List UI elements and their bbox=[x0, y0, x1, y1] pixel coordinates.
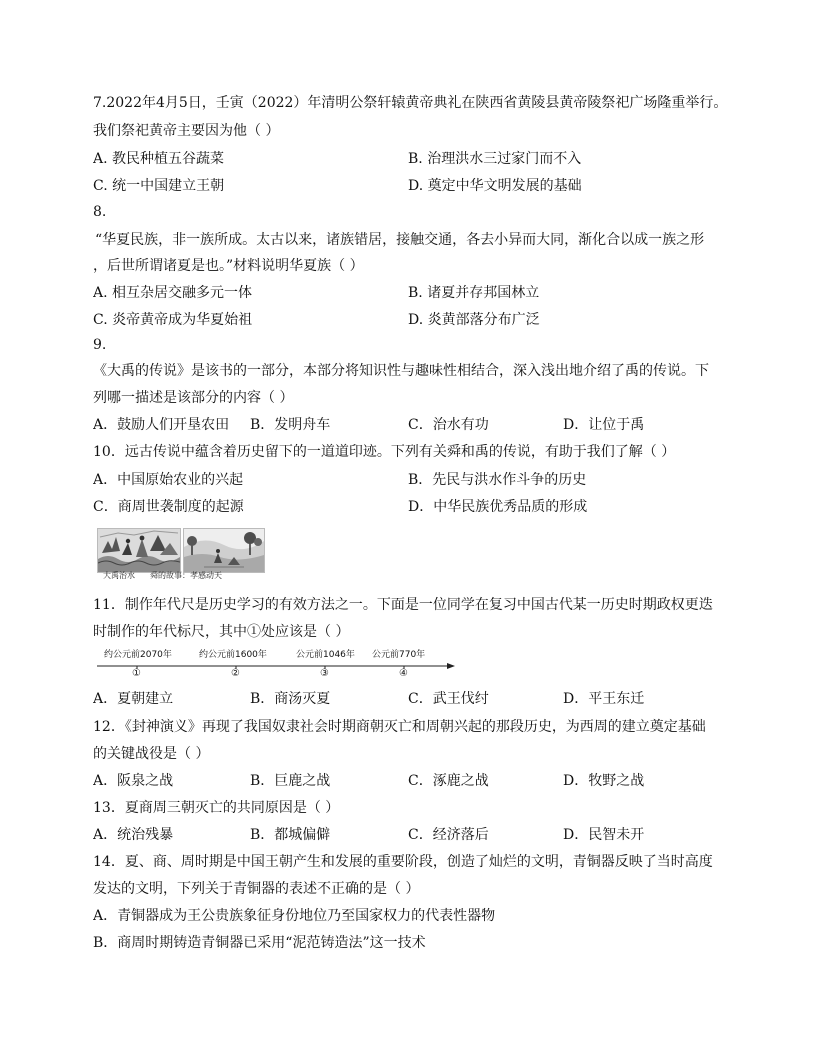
q14-stem-line-1: 14．夏、商、周时期是中国王朝产生和发展的重要阶段，创造了灿烂的文明，青铜器反映了当时高度 bbox=[93, 854, 713, 870]
q11-option-b: B．商汤灭夏 bbox=[250, 691, 331, 707]
q7-stem-line-1: 7.2022年4月5日，壬寅（2022）年清明公祭轩辕黄帝典礼在陕西省黄陵县黄帝陵祭祀广场隆重举行。 bbox=[93, 95, 728, 111]
q12-option-c: C．涿鹿之战 bbox=[408, 773, 489, 789]
q8-option-d: D. 炎黄部落分布广泛 bbox=[408, 312, 540, 328]
q14-option-b: B．商周时期铸造青铜器已采用“泥范铸造法”这一技术 bbox=[93, 935, 426, 951]
q10-stem-line-1: 10．远古传说中蕴含着历史留下的一道道印迹。下列有关舜和禹的传说，有助于我们了解（ ） bbox=[93, 444, 676, 460]
q12-option-b: B．巨鹿之战 bbox=[250, 773, 331, 789]
q7-options-row-2 bbox=[93, 176, 733, 196]
q9-options-row bbox=[93, 415, 733, 435]
figure-caption-shun: 舜的故事：孝感动天 bbox=[150, 571, 222, 580]
shun-story-picture bbox=[183, 528, 265, 573]
q10-option-a: A．中国原始农业的兴起 bbox=[93, 472, 244, 488]
q7-stem-line-2: 我们祭祀黄帝主要因为他（ ） bbox=[93, 123, 280, 139]
q12-stem-line-1: 12．《封神演义》再现了我国奴隶社会时期商朝灭亡和周朝兴起的那段历史，为西周的建立奠定基础 bbox=[93, 719, 706, 735]
q13-option-d: D．民智未开 bbox=[563, 827, 645, 843]
q10-option-b: B．先民与洪水作斗争的历史 bbox=[408, 472, 587, 488]
timeline-label-2: 约公元前1600年 bbox=[199, 650, 267, 660]
q12-options-row bbox=[93, 771, 733, 791]
timeline-marker-3: ③ bbox=[320, 668, 329, 679]
q12-stem-line-2: 的关键战役是（ ） bbox=[93, 746, 210, 762]
q14-option-a: A．青铜器成为王公贵族象征身份地位乃至国家权力的代表性器物 bbox=[93, 908, 496, 924]
q13-options-row bbox=[93, 825, 733, 845]
q10-option-d: D．中华民族优秀品质的形成 bbox=[408, 499, 588, 515]
q11-option-d: D．平王东迁 bbox=[563, 691, 645, 707]
timeline-arrow bbox=[447, 663, 455, 669]
timeline-marker-2: ② bbox=[231, 668, 240, 679]
q7-options-row-1 bbox=[93, 149, 733, 169]
q8-options-row-2 bbox=[93, 310, 733, 330]
q8-number: 8. bbox=[93, 204, 107, 220]
q9-option-b: B．发明舟车 bbox=[250, 417, 331, 433]
timeline-label-1: 约公元前2070年 bbox=[104, 650, 172, 660]
q7-option-a: A. 教民种植五谷蔬菜 bbox=[93, 151, 225, 167]
q7-option-b: B. 治理洪水三过家门而不入 bbox=[408, 151, 582, 167]
q9-stem-line-2: 列哪一描述是该部分的内容（ ） bbox=[93, 390, 294, 406]
q12-option-d: D．牧野之战 bbox=[563, 773, 645, 789]
q9-option-a: A．鼓励人们开垦农田 bbox=[93, 417, 230, 433]
q11-option-a: A．夏朝建立 bbox=[93, 691, 174, 707]
q11-option-c: C．武王伐纣 bbox=[408, 691, 489, 707]
q8-stem-line-2: ，后世所谓诸夏是也。”材料说明华夏族（ ） bbox=[93, 258, 364, 274]
q11-stem-line-1: 11．制作年代尺是历史学习的有效方法之一。下面是一位同学在复习中国古代某一历史时期政权更迭 bbox=[93, 597, 713, 613]
dayu-flood-control-picture bbox=[97, 528, 181, 573]
q10-options-row-1 bbox=[93, 470, 733, 490]
q13-stem-line-1: 13．夏商周三朝灭亡的共同原因是（ ） bbox=[93, 800, 340, 816]
q8-option-b: B. 诸夏并存邦国林立 bbox=[408, 285, 540, 301]
q8-option-c: C. 炎帝黄帝成为华夏始祖 bbox=[93, 312, 253, 328]
q7-option-d: D. 奠定中华文明发展的基础 bbox=[408, 178, 582, 194]
q10-options-row-2 bbox=[93, 497, 733, 517]
q7-option-c: C. 统一中国建立王朝 bbox=[93, 178, 225, 194]
q10-option-c: C．商周世袭制度的起源 bbox=[93, 499, 244, 515]
q13-option-a: A．统治残暴 bbox=[93, 827, 174, 843]
q8-options-row-1 bbox=[93, 283, 733, 303]
q12-option-a: A．阪泉之战 bbox=[93, 773, 174, 789]
shun-story-drawing bbox=[184, 529, 264, 572]
dayu-flood-control-drawing bbox=[98, 529, 180, 572]
timeline-label-3: 公元前1046年 bbox=[296, 650, 355, 660]
timeline-label-4: 公元前770年 bbox=[372, 650, 426, 660]
q9-option-c: C．治水有功 bbox=[408, 417, 489, 433]
timeline-marker-1: ① bbox=[132, 668, 141, 679]
q8-stem-line-1: “华夏民族，非一族所成。太古以来，诸族错居，接触交通，各去小异而大同，渐化合以成一族之形 bbox=[95, 232, 705, 248]
q13-option-b: B．都城偏僻 bbox=[250, 827, 331, 843]
timeline-marker-4: ④ bbox=[399, 668, 408, 679]
q9-stem-line-1: 《大禹的传说》是该书的一部分，本部分将知识性与趣味性相结合，深入浅出地介绍了禹的传说。下 bbox=[93, 363, 709, 379]
q11-stem-line-2: 时制作的年代标尺，其中①处应该是（ ） bbox=[93, 624, 350, 640]
q9-number: 9. bbox=[93, 337, 107, 353]
q13-option-c: C．经济落后 bbox=[408, 827, 489, 843]
figure-caption-dayu: 大禹治水 bbox=[103, 571, 135, 580]
q8-option-a: A. 相互杂居交融多元一体 bbox=[93, 285, 253, 301]
q14-stem-line-2: 发达的文明，下列关于青铜器的表述不正确的是（ ） bbox=[93, 881, 420, 897]
q11-options-row bbox=[93, 689, 733, 709]
q9-option-d: D．让位于禹 bbox=[563, 417, 645, 433]
